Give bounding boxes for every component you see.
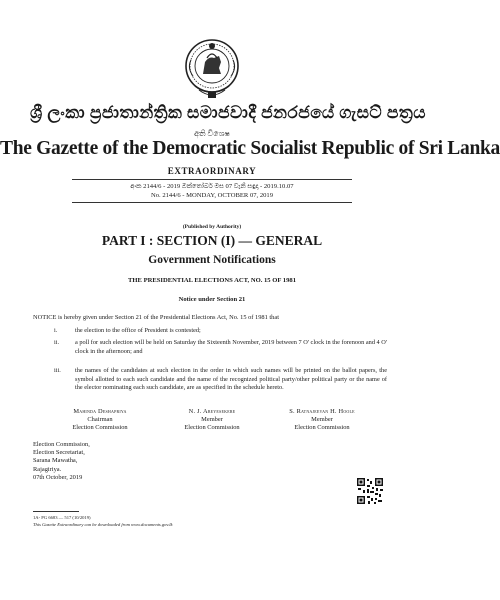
address-line: Election Secretariat,: [33, 449, 85, 457]
footer-rule: [33, 511, 79, 512]
list-item-text: the names of the candidates at such election in the order in which such names will be printed on the ballot papers, the symbol allotted to each such candidate and the name of the recognized political party/other political party or the name of the elector nominating each such candidate, are as specified in the schedule hereto.: [75, 367, 387, 392]
footer-print-code: 1A- PG 6683 — 517 (10/2019): [33, 515, 91, 520]
notice-intro: NOTICE is hereby given under Section 21 of the Presidential Elections Act, No. 15 of 1981 that: [33, 314, 279, 321]
extraordinary-label: EXTRAORDINARY: [167, 166, 257, 176]
notice-heading: Notice under Section 21: [178, 296, 246, 303]
list-item-text: the election to the office of President is contested;: [75, 327, 201, 334]
issue-line-sinhala: අංක 2144/6 - 2019 ඔක්තෝබර් මස 07 වැනි සඳුදා - 2019.10.07: [130, 183, 294, 190]
address-line: Rajagiriya.: [33, 465, 62, 473]
qr-code-icon: [356, 477, 384, 505]
signatory-org: Election Commission: [294, 424, 350, 431]
english-gazette-title: The Gazette of the Democratic Socialist Republic of Sri Lanka: [0, 138, 500, 159]
sinhala-gazette-title: ශ්‍රී ලංකා ප්‍රජාතාන්ත්‍රික සමාජවාදී ජනරජයේ ගැසට් පත්‍රය: [30, 103, 426, 122]
sinhala-subtitle: අති විශෙෂ: [194, 129, 230, 138]
commission-address: [33, 441, 193, 482]
part-section-title: PART I : SECTION (I) — GENERAL: [101, 233, 323, 248]
published-by-authority: (Published by Authority): [182, 224, 242, 230]
list-item-number: ii.: [54, 339, 60, 346]
address-date: 07th October, 2019: [33, 473, 83, 481]
list-item-number: iii.: [54, 367, 61, 374]
signatory-org: Election Commission: [72, 424, 128, 431]
address-line: Sarana Mawatha,: [33, 457, 78, 465]
list-item-text: a poll for such election will be held on Saturday the Sixteenth November, 2019 between 7 O' clock in the forenoon and 4 O' clock in the afternoon; and: [75, 339, 387, 355]
signatory-chairman: [40, 408, 160, 432]
signatory-name: S. Ratnajeevan H. Hoole: [289, 408, 355, 415]
header-rule-bottom: [72, 202, 352, 203]
footer-download-note: This Gazette Extraordinary can be downloaded from www.documents.gov.lk: [33, 522, 173, 527]
header-rule-top: [72, 179, 352, 180]
signatory-name: N. J. Abeyesekere: [188, 408, 236, 415]
signatory-member-1: [152, 408, 272, 432]
section-heading: Government Notifications: [148, 254, 276, 266]
signatory-name: Mahinda Deshapriya: [73, 408, 127, 415]
signatory-org: Election Commission: [184, 424, 240, 431]
sri-lanka-emblem-icon: [183, 36, 241, 102]
act-title: THE PRESIDENTIAL ELECTIONS ACT, NO. 15 OF 1981: [128, 277, 296, 284]
signatory-member-2: [262, 408, 382, 432]
signatory-title: Member: [201, 416, 223, 423]
list-item-number: i.: [54, 327, 58, 334]
signatory-title: Member: [311, 416, 333, 423]
issue-line-english: No. 2144/6 - MONDAY, OCTOBER 07, 2019: [150, 192, 274, 199]
signatory-title: Chairman: [87, 416, 113, 423]
address-line: Election Commission,: [33, 441, 90, 448]
